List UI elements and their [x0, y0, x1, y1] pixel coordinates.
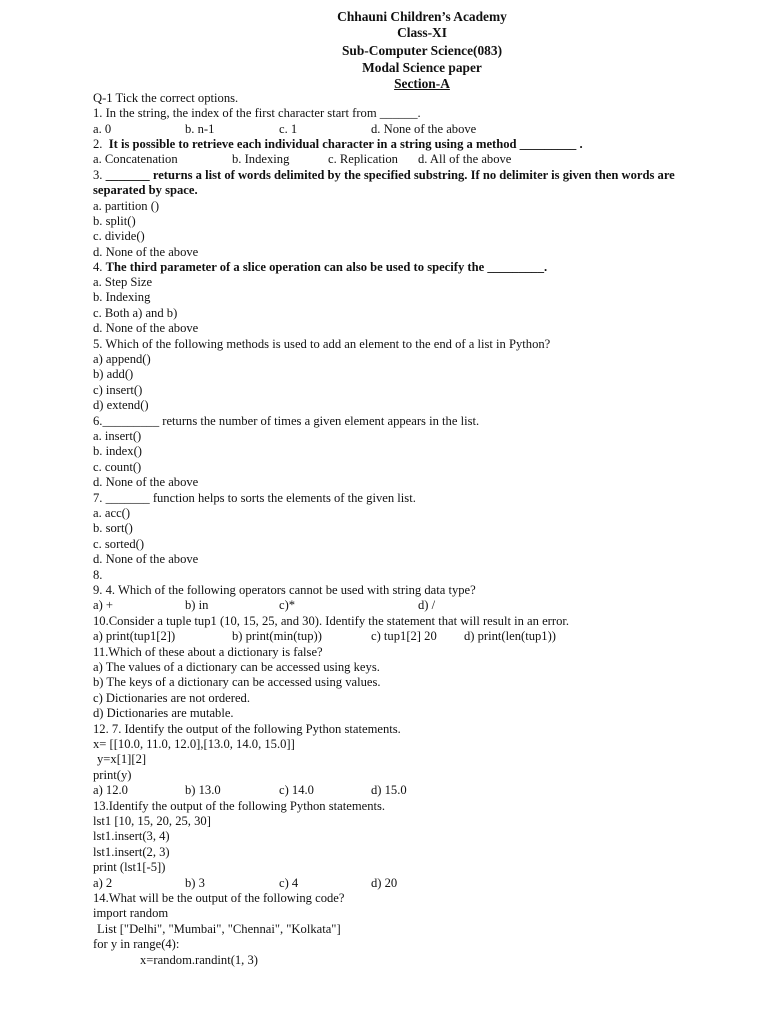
option: d. None of the above [93, 475, 199, 489]
class-title: Class-XI [397, 25, 447, 40]
option: a) 2 [93, 876, 113, 890]
option: c) 4 [279, 876, 299, 890]
code-line: y=x[1][2] [97, 752, 147, 766]
option: b. n-1 [185, 122, 215, 136]
option: d. None of the above [93, 245, 199, 259]
option: d. None of the above [371, 122, 477, 136]
option: b) print(min(tup)) [232, 629, 322, 643]
code-line: print(y) [93, 768, 132, 782]
question-13: 13.Identify the output of the following Python statements. [93, 799, 386, 813]
option: d. All of the above [418, 152, 512, 166]
code-line: for y in range(4): [93, 937, 180, 951]
question-number: 2. [93, 137, 103, 151]
code-line: lst1.insert(2, 3) [93, 845, 170, 859]
option: a) append() [93, 352, 151, 366]
question-6: 6._________ returns the number of times a given element appears in the list. [93, 414, 480, 428]
option: d. None of the above [93, 552, 199, 566]
question-12: 12. 7. Identify the output of the following Python statements. [93, 722, 401, 736]
question-number: 3. [93, 168, 103, 182]
instruction: Q-1 Tick the correct options. [93, 91, 239, 105]
question-text: The third parameter of a slice operation can also be used to specify the _________. [105, 260, 548, 274]
option: d) Dictionaries are mutable. [93, 706, 234, 720]
option: a) print(tup1[2]) [93, 629, 176, 643]
code-line: lst1 [10, 15, 20, 25, 30] [93, 814, 211, 828]
subject-title: Sub-Computer Science(083) [341, 43, 503, 58]
question-10: 10.Consider a tuple tup1 (10, 15, 25, and 30). Identify the statement that will result in an error. [93, 614, 570, 628]
option: a. partition () [93, 199, 160, 213]
code-line: import random [93, 906, 169, 920]
option: c. count() [93, 460, 142, 474]
option: c) insert() [93, 383, 143, 397]
code-line: lst1.insert(3, 4) [93, 829, 170, 843]
code-line: x=random.randint(1, 3) [140, 953, 258, 967]
option: b) 3 [185, 876, 205, 890]
question-text: It is possible to retrieve each individual character in a string using a method _________ . [108, 137, 583, 151]
code-line: x= [[10.0, 11.0, 12.0],[13.0, 14.0, 15.0]] [93, 737, 295, 751]
option: c. divide() [93, 229, 145, 243]
option: d) print(len(tup1)) [464, 629, 556, 643]
option: a) 12.0 [93, 783, 128, 797]
question-5: 5. Which of the following methods is used to add an element to the end of a list in Python? [93, 337, 551, 351]
question-1: 1. In the string, the index of the first character start from ______. [93, 106, 421, 120]
option: c. 1 [279, 122, 298, 136]
option: a) + [93, 598, 114, 612]
option: b) add() [93, 367, 134, 381]
option: b. index() [93, 444, 142, 458]
option: d. None of the above [93, 321, 199, 335]
option: a. insert() [93, 429, 142, 443]
option: c)* [279, 598, 296, 612]
question-text: _______ returns a list of words delimited by the specified substring. If no delimiter is given then words are separated by space. [93, 168, 675, 197]
code-line: List ["Delhi", "Mumbai", "Chennai", "Kolkata"] [97, 922, 341, 936]
question-7: 7. _______ function helps to sorts the elements of the given list. [93, 491, 416, 505]
option: a. Step Size [93, 275, 153, 289]
question-14: 14.What will be the output of the following code? [93, 891, 345, 905]
question-number: 4. [93, 260, 103, 274]
option: a. Concatenation [93, 152, 178, 166]
option: c) Dictionaries are not ordered. [93, 691, 250, 705]
section-title: Section-A [394, 76, 450, 91]
option: b. sort() [93, 521, 133, 535]
option: d) / [418, 598, 436, 612]
option: c. Both a) and b) [93, 306, 178, 320]
option: a. acc() [93, 506, 131, 520]
option: b) The keys of a dictionary can be accessed using values. [93, 675, 381, 689]
question-8: 8. [93, 568, 103, 582]
question-9: 9. 4. Which of the following operators cannot be used with string data type? [93, 583, 476, 597]
option: c) 14.0 [279, 783, 314, 797]
option: d) extend() [93, 398, 149, 412]
option: b) 13.0 [185, 783, 221, 797]
option: b) in [185, 598, 209, 612]
question-3 [93, 168, 693, 198]
question-11: 11.Which of these about a dictionary is false? [93, 645, 323, 659]
option: d) 20 [371, 876, 398, 890]
option: a. 0 [93, 122, 112, 136]
code-line: print (lst1[-5]) [93, 860, 166, 874]
option: c. Replication [328, 152, 398, 166]
question-2 [93, 137, 583, 152]
school-name: Chhauni Children’s Academy [337, 9, 507, 24]
paper-title: Modal Science paper [362, 60, 482, 75]
option: c. sorted() [93, 537, 145, 551]
option: a) The values of a dictionary can be accessed using keys. [93, 660, 380, 674]
option: c) tup1[2] 20 [371, 629, 437, 643]
option: b. Indexing [93, 290, 151, 304]
option: b. split() [93, 214, 136, 228]
question-4 [93, 260, 547, 275]
option: d) 15.0 [371, 783, 407, 797]
option: b. Indexing [232, 152, 290, 166]
